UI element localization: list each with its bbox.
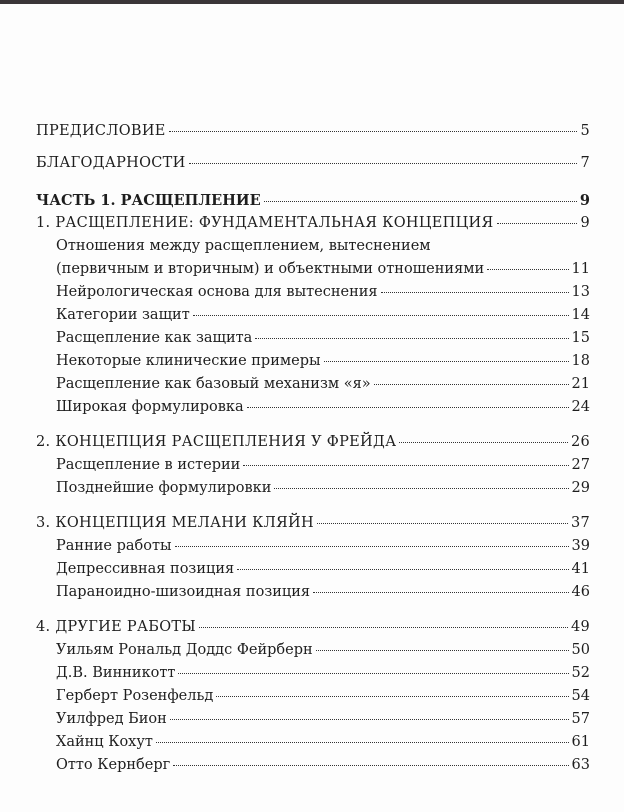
toc-entry-title-line-2: (первичным и вторичным) и объектными отношениями bbox=[56, 261, 485, 277]
dot-leader bbox=[399, 442, 568, 443]
toc-entry-page: 24 bbox=[571, 399, 590, 415]
toc-entry-page: 41 bbox=[571, 561, 590, 577]
toc-entry[interactable] bbox=[36, 327, 590, 350]
dot-leader bbox=[497, 223, 578, 224]
dot-leader bbox=[237, 569, 568, 570]
toc-entry-page: 52 bbox=[571, 665, 590, 681]
dot-leader bbox=[374, 384, 569, 385]
toc-entry-title: Уильям Рональд Доддс Фейрберн bbox=[56, 642, 313, 658]
toc-entry[interactable] bbox=[36, 662, 590, 685]
toc-entry-title: 2. КОНЦЕПЦИЯ РАСЩЕПЛЕНИЯ У ФРЕЙДА bbox=[36, 434, 397, 450]
toc-entry-page: 39 bbox=[571, 538, 590, 554]
dot-leader bbox=[316, 650, 569, 651]
dot-leader bbox=[193, 315, 569, 316]
toc-entry-multiline[interactable] bbox=[36, 235, 590, 281]
toc-entry-part-1[interactable] bbox=[36, 189, 590, 212]
toc-entry[interactable] bbox=[36, 639, 590, 662]
toc-entry[interactable] bbox=[36, 350, 590, 373]
dot-leader bbox=[255, 338, 568, 339]
toc-entry-page: 63 bbox=[571, 757, 590, 773]
toc-entry-page: 15 bbox=[571, 330, 590, 346]
toc-entry-title: Позднейшие формулировки bbox=[56, 480, 272, 496]
toc-entry-page: 54 bbox=[571, 688, 590, 704]
toc-entry-title: ЧАСТЬ 1. РАСЩЕПЛЕНИЕ bbox=[36, 192, 261, 209]
toc-entry[interactable] bbox=[36, 731, 590, 754]
dot-leader bbox=[274, 488, 568, 489]
toc-entry-page: 37 bbox=[570, 515, 590, 531]
toc-entry-page: 26 bbox=[570, 434, 590, 450]
toc-entry-page: 13 bbox=[571, 284, 590, 300]
toc-entry[interactable] bbox=[36, 454, 590, 477]
top-border bbox=[0, 0, 624, 4]
toc-entry-acknowledgements[interactable] bbox=[36, 152, 590, 175]
dot-leader bbox=[175, 546, 569, 547]
dot-leader bbox=[189, 163, 578, 164]
dot-leader bbox=[247, 407, 569, 408]
dot-leader bbox=[170, 719, 569, 720]
toc-entry-title: Параноидно-шизоидная позиция bbox=[56, 584, 311, 600]
dot-leader bbox=[381, 292, 569, 293]
toc-entry-page: 5 bbox=[580, 123, 590, 139]
toc-entry-page: 7 bbox=[580, 155, 590, 171]
toc-entry-title: ПРЕДИСЛОВИЕ bbox=[36, 123, 166, 139]
toc-entry[interactable] bbox=[36, 477, 590, 500]
toc-entry-page: 9 bbox=[580, 215, 590, 231]
toc-entry-title: Расщепление как защита bbox=[56, 330, 253, 346]
toc-entry-title: Уилфред Бион bbox=[56, 711, 167, 727]
toc-entry[interactable] bbox=[36, 535, 590, 558]
dot-leader bbox=[178, 673, 568, 674]
dot-leader bbox=[199, 627, 568, 628]
toc-entry-title: Нейрологическая основа для вытеснения bbox=[56, 284, 378, 300]
dot-leader bbox=[317, 523, 568, 524]
toc-entry-page: 57 bbox=[571, 711, 590, 727]
toc-entry-title: Д.В. Винникотт bbox=[56, 665, 176, 681]
toc-entry-chapter-1[interactable] bbox=[36, 212, 590, 235]
toc-entry-title: Широкая формулировка bbox=[56, 399, 244, 415]
toc-entry-title: 1. РАСЩЕПЛЕНИЕ: ФУНДАМЕНТАЛЬНАЯ КОНЦЕПЦИЯ bbox=[36, 215, 494, 231]
toc-entry[interactable] bbox=[36, 373, 590, 396]
toc-entry-title: Некоторые клинические примеры bbox=[56, 353, 321, 369]
toc-entry-title: Отто Кернберг bbox=[56, 757, 171, 773]
table-of-contents bbox=[36, 120, 590, 777]
toc-entry-page: 14 bbox=[571, 307, 590, 323]
toc-entry[interactable] bbox=[36, 685, 590, 708]
toc-entry-title: Ранние работы bbox=[56, 538, 172, 554]
toc-entry-page: 29 bbox=[571, 480, 590, 496]
dot-leader bbox=[487, 269, 568, 270]
toc-entry-title: 3. КОНЦЕПЦИЯ МЕЛАНИ КЛЯЙН bbox=[36, 515, 314, 531]
dot-leader bbox=[324, 361, 569, 362]
toc-entry[interactable] bbox=[36, 708, 590, 731]
dot-leader bbox=[156, 742, 569, 743]
dot-leader bbox=[264, 201, 577, 202]
toc-entry-page: 46 bbox=[571, 584, 590, 600]
toc-entry-title: Хайнц Кохут bbox=[56, 734, 153, 750]
toc-entry-title: Расщепление в истерии bbox=[56, 457, 241, 473]
toc-entry-page: 27 bbox=[571, 457, 590, 473]
toc-entry-page: 49 bbox=[570, 619, 590, 635]
toc-entry[interactable] bbox=[36, 396, 590, 419]
toc-entry-page: 11 bbox=[571, 261, 590, 277]
toc-entry-title: Категории защит bbox=[56, 307, 190, 323]
toc-entry-title: Герберт Розенфельд bbox=[56, 688, 214, 704]
toc-entry-chapter-4[interactable] bbox=[36, 616, 590, 639]
toc-entry-page: 18 bbox=[571, 353, 590, 369]
toc-entry[interactable] bbox=[36, 754, 590, 777]
toc-entry-page: 21 bbox=[571, 376, 590, 392]
toc-entry-chapter-2[interactable] bbox=[36, 431, 590, 454]
toc-entry[interactable] bbox=[36, 558, 590, 581]
dot-leader bbox=[243, 465, 568, 466]
toc-entry[interactable] bbox=[36, 281, 590, 304]
toc-entry-page: 9 bbox=[579, 192, 590, 209]
toc-entry-title: Расщепление как базовый механизм «я» bbox=[56, 376, 371, 392]
toc-entry-chapter-3[interactable] bbox=[36, 512, 590, 535]
toc-entry[interactable] bbox=[36, 581, 590, 604]
toc-entry-page: 61 bbox=[571, 734, 590, 750]
toc-entry-title: 4. ДРУГИЕ РАБОТЫ bbox=[36, 619, 196, 635]
dot-leader bbox=[173, 765, 568, 766]
toc-entry-preface[interactable] bbox=[36, 120, 590, 143]
toc-entry-title-line-1: Отношения между расщеплением, вытеснением bbox=[56, 238, 431, 254]
toc-entry-title: Депрессивная позиция bbox=[56, 561, 235, 577]
toc-entry-title: БЛАГОДАРНОСТИ bbox=[36, 155, 186, 171]
dot-leader bbox=[216, 696, 568, 697]
dot-leader bbox=[313, 592, 569, 593]
toc-entry-page: 50 bbox=[571, 642, 590, 658]
toc-entry[interactable] bbox=[36, 304, 590, 327]
dot-leader bbox=[169, 131, 578, 132]
